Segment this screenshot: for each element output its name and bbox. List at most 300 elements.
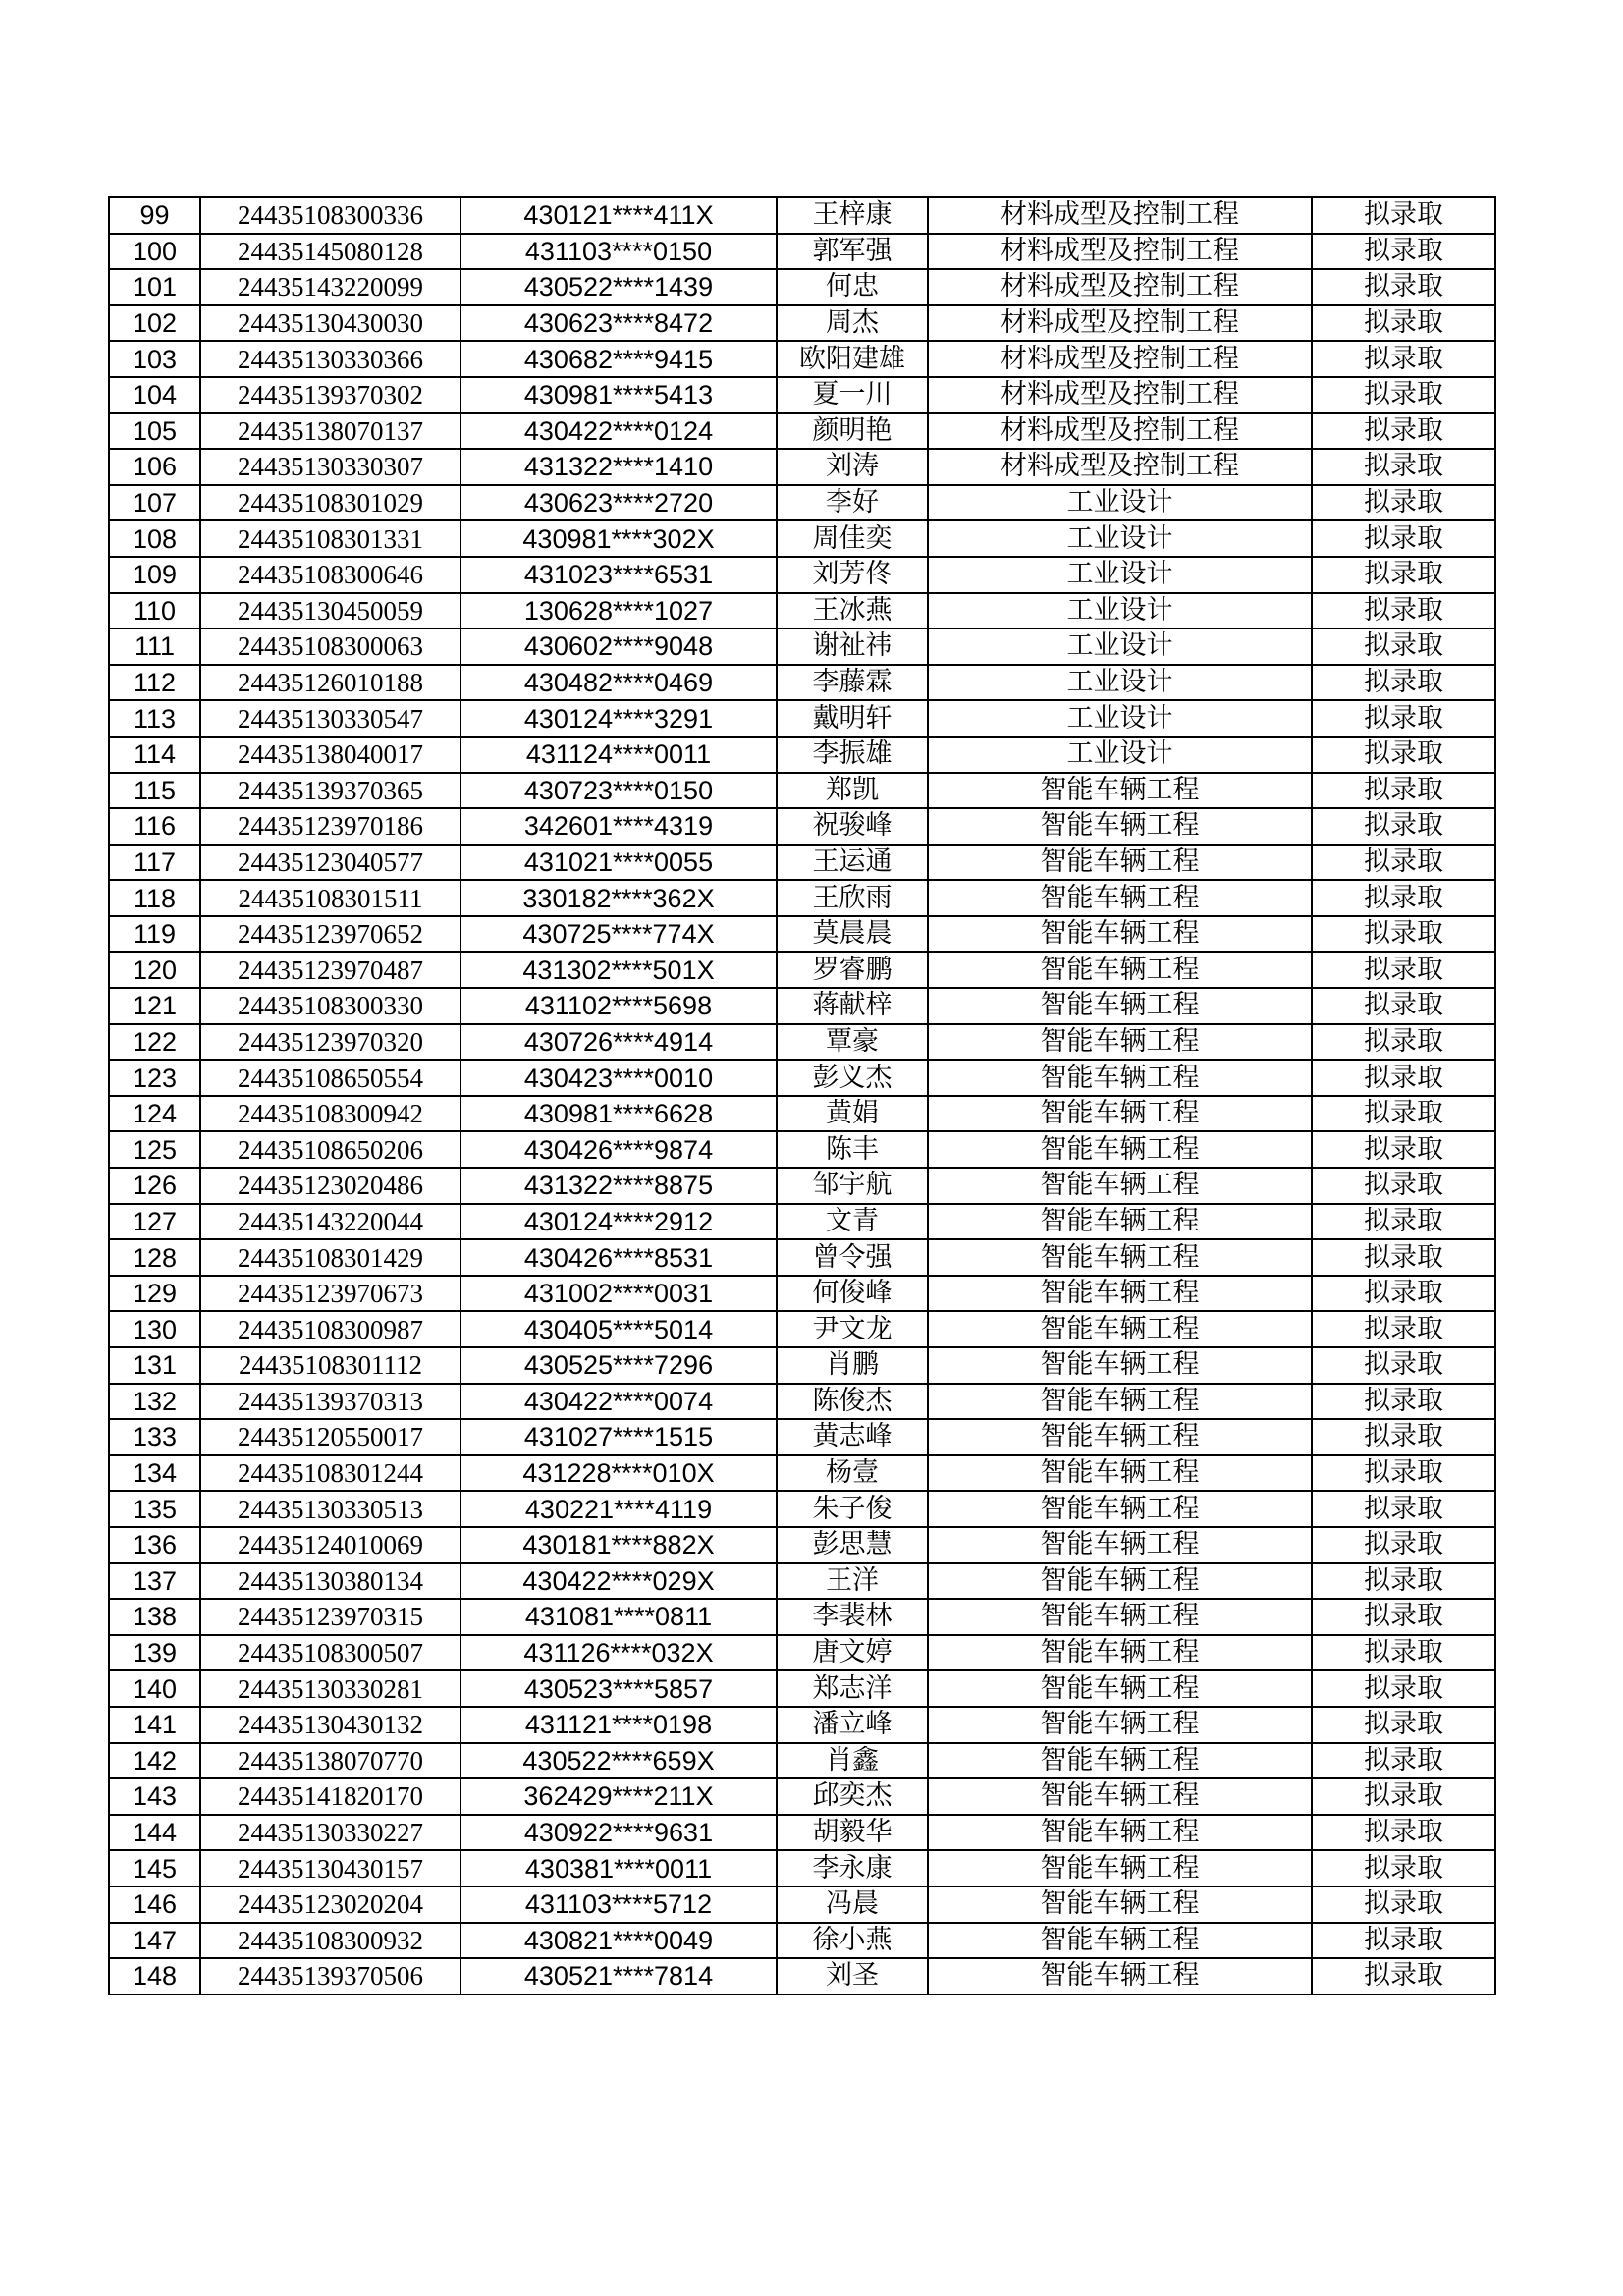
table-row — [109, 1276, 1495, 1312]
row-number: 139 — [109, 1635, 200, 1671]
table-row — [109, 1635, 1495, 1671]
admission-status: 拟录取 — [1312, 1276, 1495, 1312]
admission-status: 拟录取 — [1312, 737, 1495, 773]
id-number: 430422****0124 — [460, 413, 777, 450]
admission-status: 拟录取 — [1312, 413, 1495, 450]
table-row — [109, 197, 1495, 234]
table-row — [109, 1204, 1495, 1240]
id-number: 431103****0150 — [460, 234, 777, 270]
admission-status: 拟录取 — [1312, 1419, 1495, 1455]
id-number: 430426****9874 — [460, 1131, 777, 1168]
major: 智能车辆工程 — [928, 1384, 1312, 1420]
exam-number: 24435123020204 — [200, 1886, 460, 1923]
row-number: 140 — [109, 1670, 200, 1707]
admission-status: 拟录取 — [1312, 197, 1495, 234]
admission-status: 拟录取 — [1312, 1850, 1495, 1886]
table-row — [109, 880, 1495, 916]
candidate-name: 周佳奕 — [777, 520, 928, 557]
candidate-name: 莫晨晨 — [777, 916, 928, 953]
candidate-name: 肖鹏 — [777, 1347, 928, 1384]
major: 智能车辆工程 — [928, 1096, 1312, 1132]
row-number: 145 — [109, 1850, 200, 1886]
table-row — [109, 1168, 1495, 1204]
major: 智能车辆工程 — [928, 1599, 1312, 1635]
admission-status: 拟录取 — [1312, 1060, 1495, 1096]
major: 工业设计 — [928, 485, 1312, 521]
exam-number: 24435130430157 — [200, 1850, 460, 1886]
exam-number: 24435138070137 — [200, 413, 460, 450]
id-number: 431126****032X — [460, 1635, 777, 1671]
major: 智能车辆工程 — [928, 808, 1312, 845]
table-row — [109, 737, 1495, 773]
candidate-name: 郑志洋 — [777, 1670, 928, 1707]
id-number: 430981****6628 — [460, 1096, 777, 1132]
candidate-name: 刘涛 — [777, 449, 928, 485]
table-row — [109, 1347, 1495, 1384]
major: 工业设计 — [928, 593, 1312, 629]
candidate-name: 朱子俊 — [777, 1491, 928, 1527]
exam-number: 24435108300330 — [200, 988, 460, 1024]
id-number: 430922****9631 — [460, 1815, 777, 1851]
row-number: 147 — [109, 1923, 200, 1959]
exam-number: 24435130330547 — [200, 700, 460, 737]
exam-number: 24435139370302 — [200, 377, 460, 413]
row-number: 114 — [109, 737, 200, 773]
major: 智能车辆工程 — [928, 1670, 1312, 1707]
candidate-name: 彭思慧 — [777, 1527, 928, 1563]
row-number: 125 — [109, 1131, 200, 1168]
id-number: 130628****1027 — [460, 593, 777, 629]
admission-status: 拟录取 — [1312, 1384, 1495, 1420]
candidate-name: 邹宇航 — [777, 1168, 928, 1204]
exam-number: 24435143220044 — [200, 1204, 460, 1240]
table-row — [109, 1527, 1495, 1563]
row-number: 113 — [109, 700, 200, 737]
row-number: 129 — [109, 1276, 200, 1312]
row-number: 115 — [109, 773, 200, 809]
exam-number: 24435130430132 — [200, 1707, 460, 1743]
major: 智能车辆工程 — [928, 1815, 1312, 1851]
id-number: 431027****1515 — [460, 1419, 777, 1455]
major: 智能车辆工程 — [928, 1707, 1312, 1743]
major: 智能车辆工程 — [928, 1131, 1312, 1168]
id-number: 430682****9415 — [460, 341, 777, 377]
row-number: 138 — [109, 1599, 200, 1635]
row-number: 101 — [109, 269, 200, 305]
major: 工业设计 — [928, 557, 1312, 593]
row-number: 148 — [109, 1958, 200, 1995]
major: 智能车辆工程 — [928, 916, 1312, 953]
admission-status: 拟录取 — [1312, 1923, 1495, 1959]
major: 工业设计 — [928, 520, 1312, 557]
major: 智能车辆工程 — [928, 1276, 1312, 1312]
major: 智能车辆工程 — [928, 1168, 1312, 1204]
candidate-name: 彭义杰 — [777, 1060, 928, 1096]
admission-status: 拟录取 — [1312, 1886, 1495, 1923]
id-number: 430981****5413 — [460, 377, 777, 413]
admission-status: 拟录取 — [1312, 341, 1495, 377]
exam-number: 24435130330227 — [200, 1815, 460, 1851]
admission-status: 拟录取 — [1312, 629, 1495, 665]
admission-status: 拟录取 — [1312, 305, 1495, 342]
id-number: 430221****4119 — [460, 1491, 777, 1527]
candidate-name: 蒋献梓 — [777, 988, 928, 1024]
candidate-name: 周杰 — [777, 305, 928, 342]
id-number: 430981****302X — [460, 520, 777, 557]
admission-status: 拟录取 — [1312, 665, 1495, 701]
major: 智能车辆工程 — [928, 1491, 1312, 1527]
admission-status: 拟录取 — [1312, 269, 1495, 305]
admission-status: 拟录取 — [1312, 1670, 1495, 1707]
admission-status: 拟录取 — [1312, 1743, 1495, 1779]
id-number: 430723****0150 — [460, 773, 777, 809]
exam-number: 24435123040577 — [200, 845, 460, 881]
id-number: 430523****5857 — [460, 1670, 777, 1707]
id-number: 430181****882X — [460, 1527, 777, 1563]
exam-number: 24435108650206 — [200, 1131, 460, 1168]
table-row — [109, 593, 1495, 629]
table-row — [109, 1384, 1495, 1420]
candidate-name: 胡毅华 — [777, 1815, 928, 1851]
row-number: 141 — [109, 1707, 200, 1743]
admission-status: 拟录取 — [1312, 1204, 1495, 1240]
major: 智能车辆工程 — [928, 1239, 1312, 1276]
admission-status: 拟录取 — [1312, 234, 1495, 270]
admission-status: 拟录取 — [1312, 988, 1495, 1024]
id-number: 430623****2720 — [460, 485, 777, 521]
id-number: 431081****0811 — [460, 1599, 777, 1635]
admission-status: 拟录取 — [1312, 952, 1495, 988]
admission-status: 拟录取 — [1312, 1239, 1495, 1276]
id-number: 430521****7814 — [460, 1958, 777, 1995]
exam-number: 24435123970186 — [200, 808, 460, 845]
exam-number: 24435108301244 — [200, 1455, 460, 1492]
admission-list-table — [108, 196, 1496, 1995]
exam-number: 24435124010069 — [200, 1527, 460, 1563]
exam-number: 24435123970315 — [200, 1599, 460, 1635]
row-number: 128 — [109, 1239, 200, 1276]
row-number: 103 — [109, 341, 200, 377]
table-row — [109, 1815, 1495, 1851]
exam-number: 24435108301112 — [200, 1347, 460, 1384]
row-number: 144 — [109, 1815, 200, 1851]
major: 智能车辆工程 — [928, 845, 1312, 881]
id-number: 430422****0074 — [460, 1384, 777, 1420]
table-row — [109, 1707, 1495, 1743]
table-row — [109, 845, 1495, 881]
candidate-name: 郭军强 — [777, 234, 928, 270]
exam-number: 24435130450059 — [200, 593, 460, 629]
exam-number: 24435130330281 — [200, 1670, 460, 1707]
id-number: 431228****010X — [460, 1455, 777, 1492]
candidate-name: 郑凯 — [777, 773, 928, 809]
major: 工业设计 — [928, 737, 1312, 773]
admission-status: 拟录取 — [1312, 880, 1495, 916]
row-number: 119 — [109, 916, 200, 953]
table-row — [109, 1563, 1495, 1600]
candidate-name: 李振雄 — [777, 737, 928, 773]
table-row — [109, 234, 1495, 270]
table-row — [109, 665, 1495, 701]
id-number: 430426****8531 — [460, 1239, 777, 1276]
exam-number: 24435108300063 — [200, 629, 460, 665]
table-row — [109, 1311, 1495, 1347]
row-number: 146 — [109, 1886, 200, 1923]
exam-number: 24435108300932 — [200, 1923, 460, 1959]
exam-number: 24435139370313 — [200, 1384, 460, 1420]
admission-status: 拟录取 — [1312, 1491, 1495, 1527]
id-number: 430522****1439 — [460, 269, 777, 305]
candidate-name: 陈俊杰 — [777, 1384, 928, 1420]
table-row — [109, 1131, 1495, 1168]
id-number: 431121****0198 — [460, 1707, 777, 1743]
table-row — [109, 1096, 1495, 1132]
admission-status: 拟录取 — [1312, 485, 1495, 521]
major: 智能车辆工程 — [928, 988, 1312, 1024]
table-row — [109, 1670, 1495, 1707]
major: 智能车辆工程 — [928, 1923, 1312, 1959]
major: 材料成型及控制工程 — [928, 377, 1312, 413]
row-number: 134 — [109, 1455, 200, 1492]
id-number: 431124****0011 — [460, 737, 777, 773]
exam-number: 24435123020486 — [200, 1168, 460, 1204]
major: 智能车辆工程 — [928, 1455, 1312, 1492]
row-number: 118 — [109, 880, 200, 916]
table-row — [109, 988, 1495, 1024]
row-number: 132 — [109, 1384, 200, 1420]
row-number: 99 — [109, 197, 200, 234]
id-number: 362429****211X — [460, 1778, 777, 1815]
table-body — [109, 197, 1495, 1995]
admission-status: 拟录取 — [1312, 773, 1495, 809]
exam-number: 24435138040017 — [200, 737, 460, 773]
exam-number: 24435130330513 — [200, 1491, 460, 1527]
major: 智能车辆工程 — [928, 880, 1312, 916]
row-number: 111 — [109, 629, 200, 665]
table-row — [109, 1024, 1495, 1061]
major: 智能车辆工程 — [928, 1635, 1312, 1671]
candidate-name: 王冰燕 — [777, 593, 928, 629]
table-row — [109, 1599, 1495, 1635]
id-number: 430525****7296 — [460, 1347, 777, 1384]
id-number: 430482****0469 — [460, 665, 777, 701]
admission-status: 拟录取 — [1312, 1096, 1495, 1132]
table-row — [109, 557, 1495, 593]
exam-number: 24435123970487 — [200, 952, 460, 988]
major: 智能车辆工程 — [928, 1778, 1312, 1815]
major: 智能车辆工程 — [928, 1311, 1312, 1347]
candidate-name: 刘芳佟 — [777, 557, 928, 593]
admission-status: 拟录取 — [1312, 377, 1495, 413]
major: 材料成型及控制工程 — [928, 341, 1312, 377]
major: 智能车辆工程 — [928, 773, 1312, 809]
candidate-name: 颜明艳 — [777, 413, 928, 450]
admission-status: 拟录取 — [1312, 916, 1495, 953]
exam-number: 24435123970652 — [200, 916, 460, 953]
exam-number: 24435130430030 — [200, 305, 460, 342]
table-row — [109, 485, 1495, 521]
row-number: 142 — [109, 1743, 200, 1779]
row-number: 108 — [109, 520, 200, 557]
table-row — [109, 341, 1495, 377]
candidate-name: 谢祉祎 — [777, 629, 928, 665]
table-row — [109, 1850, 1495, 1886]
candidate-name: 欧阳建雄 — [777, 341, 928, 377]
row-number: 117 — [109, 845, 200, 881]
exam-number: 24435130330366 — [200, 341, 460, 377]
exam-number: 24435108301429 — [200, 1239, 460, 1276]
id-number: 430381****0011 — [460, 1850, 777, 1886]
admission-status: 拟录取 — [1312, 1527, 1495, 1563]
admission-status: 拟录取 — [1312, 1599, 1495, 1635]
candidate-name: 唐文婷 — [777, 1635, 928, 1671]
row-number: 102 — [109, 305, 200, 342]
table-row — [109, 1060, 1495, 1096]
exam-number: 24435108300987 — [200, 1311, 460, 1347]
table-row — [109, 1958, 1495, 1995]
admission-status: 拟录取 — [1312, 1131, 1495, 1168]
candidate-name: 杨壹 — [777, 1455, 928, 1492]
candidate-name: 覃豪 — [777, 1024, 928, 1061]
admission-status: 拟录取 — [1312, 1707, 1495, 1743]
id-number: 330182****362X — [460, 880, 777, 916]
exam-number: 24435108301331 — [200, 520, 460, 557]
major: 工业设计 — [928, 665, 1312, 701]
candidate-name: 徐小燕 — [777, 1923, 928, 1959]
candidate-name: 王梓康 — [777, 197, 928, 234]
id-number: 430726****4914 — [460, 1024, 777, 1061]
exam-number: 24435130330307 — [200, 449, 460, 485]
row-number: 107 — [109, 485, 200, 521]
candidate-name: 李好 — [777, 485, 928, 521]
admission-status: 拟录取 — [1312, 1455, 1495, 1492]
exam-number: 24435108300942 — [200, 1096, 460, 1132]
major: 智能车辆工程 — [928, 952, 1312, 988]
exam-number: 24435143220099 — [200, 269, 460, 305]
table-row — [109, 1419, 1495, 1455]
id-number: 431002****0031 — [460, 1276, 777, 1312]
id-number: 430405****5014 — [460, 1311, 777, 1347]
candidate-name: 王洋 — [777, 1563, 928, 1600]
exam-number: 24435139370365 — [200, 773, 460, 809]
exam-number: 24435139370506 — [200, 1958, 460, 1995]
id-number: 430124****2912 — [460, 1204, 777, 1240]
admission-status: 拟录取 — [1312, 1347, 1495, 1384]
exam-number: 24435126010188 — [200, 665, 460, 701]
table-row — [109, 1491, 1495, 1527]
exam-number: 24435123970320 — [200, 1024, 460, 1061]
exam-number: 24435108300646 — [200, 557, 460, 593]
row-number: 126 — [109, 1168, 200, 1204]
candidate-name: 何忠 — [777, 269, 928, 305]
exam-number: 24435138070770 — [200, 1743, 460, 1779]
exam-number: 24435108301511 — [200, 880, 460, 916]
table-row — [109, 377, 1495, 413]
exam-number: 24435108300336 — [200, 197, 460, 234]
candidate-name: 李藤霖 — [777, 665, 928, 701]
table-row — [109, 773, 1495, 809]
candidate-name: 夏一川 — [777, 377, 928, 413]
id-number: 430124****3291 — [460, 700, 777, 737]
candidate-name: 文青 — [777, 1204, 928, 1240]
id-number: 430821****0049 — [460, 1923, 777, 1959]
table-row — [109, 413, 1495, 450]
admission-status: 拟录取 — [1312, 1958, 1495, 1995]
major: 智能车辆工程 — [928, 1527, 1312, 1563]
row-number: 133 — [109, 1419, 200, 1455]
admission-status: 拟录取 — [1312, 845, 1495, 881]
candidate-name: 邱奕杰 — [777, 1778, 928, 1815]
admission-status: 拟录取 — [1312, 1563, 1495, 1600]
table-row — [109, 808, 1495, 845]
table-row — [109, 269, 1495, 305]
candidate-name: 何俊峰 — [777, 1276, 928, 1312]
table-row — [109, 700, 1495, 737]
row-number: 105 — [109, 413, 200, 450]
table-row — [109, 1743, 1495, 1779]
row-number: 122 — [109, 1024, 200, 1061]
candidate-name: 戴明轩 — [777, 700, 928, 737]
major: 材料成型及控制工程 — [928, 305, 1312, 342]
exam-number: 24435123970673 — [200, 1276, 460, 1312]
major: 智能车辆工程 — [928, 1743, 1312, 1779]
id-number: 430522****659X — [460, 1743, 777, 1779]
major: 智能车辆工程 — [928, 1850, 1312, 1886]
major: 智能车辆工程 — [928, 1563, 1312, 1600]
row-number: 121 — [109, 988, 200, 1024]
row-number: 136 — [109, 1527, 200, 1563]
major: 材料成型及控制工程 — [928, 234, 1312, 270]
row-number: 109 — [109, 557, 200, 593]
major: 工业设计 — [928, 700, 1312, 737]
exam-number: 24435108301029 — [200, 485, 460, 521]
candidate-name: 祝骏峰 — [777, 808, 928, 845]
major: 材料成型及控制工程 — [928, 413, 1312, 450]
row-number: 120 — [109, 952, 200, 988]
row-number: 106 — [109, 449, 200, 485]
admission-status: 拟录取 — [1312, 593, 1495, 629]
major: 工业设计 — [928, 629, 1312, 665]
admission-status: 拟录取 — [1312, 1024, 1495, 1061]
candidate-name: 刘圣 — [777, 1958, 928, 1995]
id-number: 430422****029X — [460, 1563, 777, 1600]
admission-status: 拟录取 — [1312, 1311, 1495, 1347]
row-number: 116 — [109, 808, 200, 845]
major: 材料成型及控制工程 — [928, 269, 1312, 305]
table-row — [109, 1455, 1495, 1492]
major: 智能车辆工程 — [928, 1886, 1312, 1923]
row-number: 137 — [109, 1563, 200, 1600]
candidate-name: 李永康 — [777, 1850, 928, 1886]
candidate-name: 黄娟 — [777, 1096, 928, 1132]
table-row — [109, 952, 1495, 988]
major: 智能车辆工程 — [928, 1204, 1312, 1240]
candidate-name: 潘立峰 — [777, 1707, 928, 1743]
exam-number: 24435130380134 — [200, 1563, 460, 1600]
admission-status: 拟录取 — [1312, 557, 1495, 593]
major: 智能车辆工程 — [928, 1347, 1312, 1384]
row-number: 110 — [109, 593, 200, 629]
row-number: 143 — [109, 1778, 200, 1815]
row-number: 100 — [109, 234, 200, 270]
candidate-name: 李裴林 — [777, 1599, 928, 1635]
table-row — [109, 629, 1495, 665]
id-number: 430121****411X — [460, 197, 777, 234]
id-number: 431322****1410 — [460, 449, 777, 485]
admission-status: 拟录取 — [1312, 808, 1495, 845]
id-number: 430602****9048 — [460, 629, 777, 665]
id-number: 431302****501X — [460, 952, 777, 988]
